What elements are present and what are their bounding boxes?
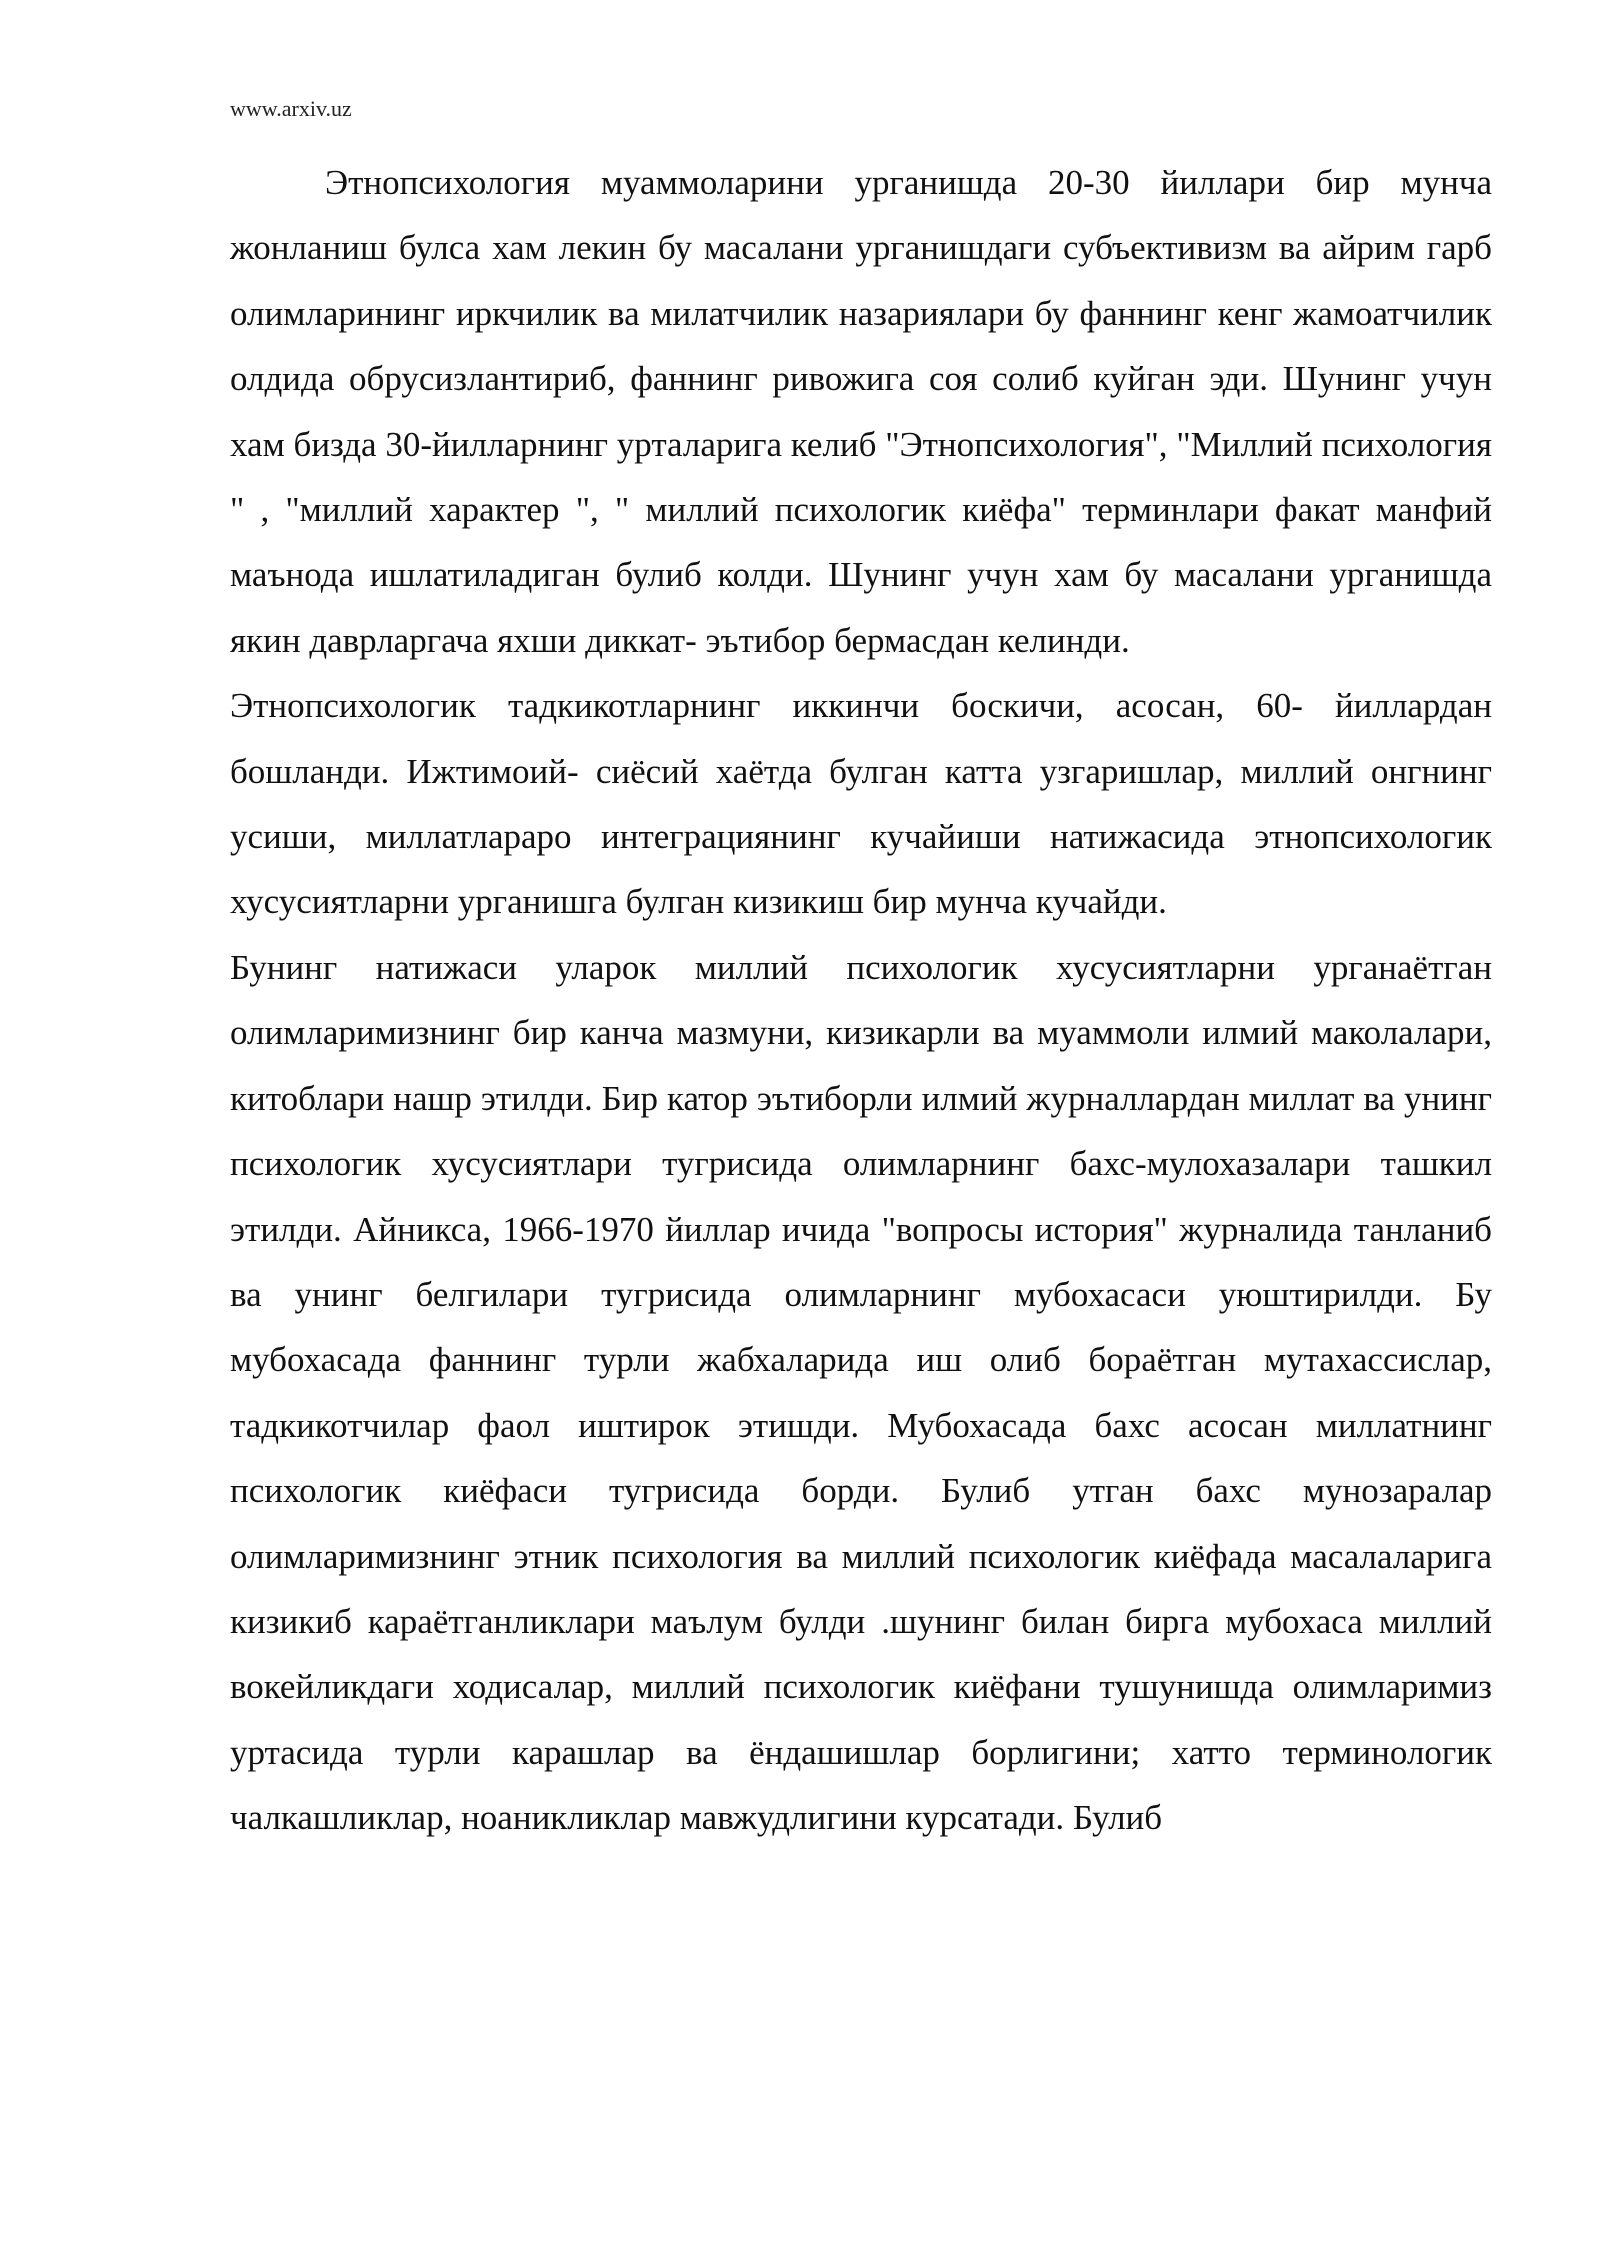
paragraph-3: Бунинг натижаси уларок миллий психологик хусусиятларни урганаётган олимларимизнинг бир канча мазмуни, кизикарли ва муаммоли илмий маколалари, китоблари нашр этилди. Бир катор эътиборли илмий журналлардан миллат ва унинг психологик хусусиятлари тугрисида олимларнинг бахс-мулохазалари ташкил этилди. Айникса, 1966-1970 йиллар ичида "вопросы история" журналида танланиб ва унинг белгилари тугрисида олимларнинг мубохасаси уюштирилди. Бу мубохасада фаннинг турли жабхаларида иш олиб бораётган мутахассислар, тадкикотчилар фаол иштирок этишди. Мубохасада бахс асосан миллатнинг психологик киёфаси тугрисида борди. Булиб утган бахс мунозаралар олимларимизнинг этник психология ва миллий психологик киёфада масалаларига кизикиб караётганликлари маълум булди .шунинг билан бирга мубохаса миллий вокейликдаги ходисалар, миллий психологик киёфани тушунишда олимларимиз уртасида турли карашлар ва ёндашишлар борлигини; хатто терминологик чалкашликлар, ноаникликлар мавжудлигини курсатади. Булиб [230, 947, 1492, 1838]
document-body [230, 150, 1492, 1851]
paragraph-1: Этнопсихология муаммоларини урганишда 20-30 йиллари бир мунча жонланиш булса хам лекин бу масалани урганишдаги субъективизм ва айрим гарб олимларининг иркчилик ва милатчилик назариялари бу фаннинг кенг жамоатчилик олдида обрусизлантириб, фаннинг ривожига соя солиб куйган эди. Шунинг учун хам бизда 30-йилларнинг урталарига келиб "Этнопсихология", "Миллий психология " , "миллий характер ", " миллий психологик киёфа" терминлари факат манфий маънода ишлатиладиган булиб колди. Шунинг учун хам бу масалани урганишда якин даврларгача яхши диккат- эътибор бермасдан келинди. [230, 163, 1492, 660]
paragraph-2: Этнопсихологик тадкикотларнинг иккинчи боскичи, асосан, 60- йиллардан бошланди. Ижтимоий- сиёсий хаётда булган катта узгаришлар, миллий онгнинг усиши, миллатлараро интеграциянинг кучайиши натижасида этнопсихологик хусусиятларни урганишга булган кизикиш бир мунча кучайди. [230, 686, 1492, 922]
site-url-header: www.arxiv.uz [230, 96, 352, 121]
